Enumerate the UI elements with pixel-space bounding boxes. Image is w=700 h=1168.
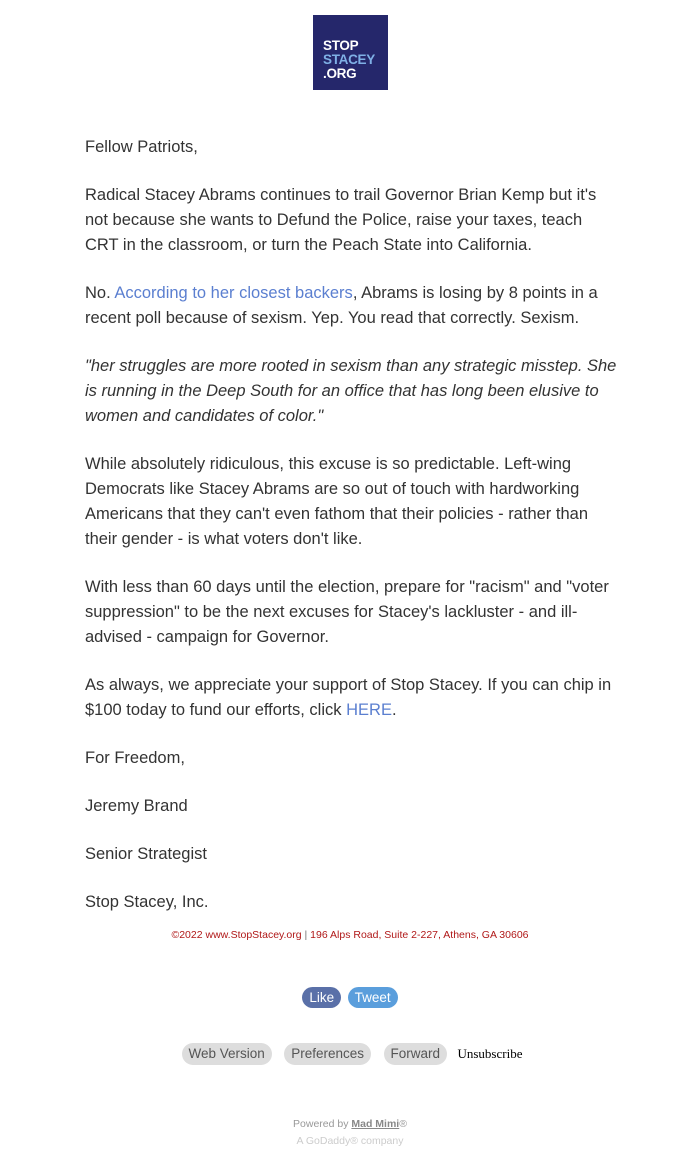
email-body	[85, 135, 620, 938]
paragraph-4: With less than 60 days until the election, prepare for "racism" and "voter suppression" to be the next excuses for Stacey's lackluster - and ill-advised - campaign for Governor.	[85, 578, 609, 646]
powered-by-text: Powered by	[293, 1118, 352, 1130]
preferences-button[interactable]: Preferences	[284, 1043, 371, 1065]
logo-line-1: STOP	[323, 38, 359, 53]
powered-by	[0, 1116, 700, 1150]
godaddy-text: A GoDaddy® company	[296, 1135, 404, 1147]
signature-title: Senior Strategist	[85, 845, 207, 863]
greeting: Fellow Patriots,	[85, 138, 198, 156]
text: No.	[85, 284, 115, 302]
text: , Abrams is losing by 8 points in a recent poll because of sexism. Yep. You read that correctly. Sexism.	[85, 284, 598, 327]
registered-mark: ®	[399, 1118, 407, 1130]
logo-line-2: STACEY	[323, 52, 375, 67]
paragraph-1: Radical Stacey Abrams continues to trail Governor Brian Kemp but it's not because she wants to Defund the Police, raise your taxes, teach CRT in the classroom, or turn the Peach State into California.	[85, 186, 597, 254]
tweet-button[interactable]: Tweet	[348, 987, 398, 1008]
text: .	[391, 701, 397, 719]
footer-links	[0, 1043, 700, 1065]
forward-button[interactable]: Forward	[384, 1043, 448, 1065]
donate-here-link[interactable]: HERE	[346, 701, 392, 719]
paragraph-5	[85, 673, 620, 723]
social-buttons	[0, 987, 700, 1008]
paragraph-3: While absolutely ridiculous, this excuse is so predictable. Left-wing Democrats like Stacey Abrams are so out of touch with hardworking Americans that they can't even fathom that their policies - rather than their gender - is what voters don't like.	[85, 455, 588, 548]
web-version-button[interactable]: Web Version	[182, 1043, 272, 1065]
address: 196 Alps Road, Suite 2-227, Athens, GA 30606	[310, 929, 529, 941]
signature-name: Jeremy Brand	[85, 797, 188, 815]
paragraph-2	[85, 281, 620, 331]
text: As always, we appreciate your support of Stop Stacey. If you can chip in $100 today to fund our efforts, click	[85, 676, 612, 719]
stop-stacey-logo	[313, 15, 388, 90]
backers-link[interactable]: According to her closest backers	[114, 284, 353, 302]
logo-line-3: .ORG	[323, 66, 357, 81]
signature-org: Stop Stacey, Inc.	[85, 893, 209, 911]
mad-mimi-link[interactable]: Mad Mimi	[351, 1118, 400, 1130]
unsubscribe-link[interactable]: Unsubscribe	[457, 1046, 523, 1061]
separator: |	[301, 929, 311, 941]
footer-address	[0, 929, 700, 941]
closing: For Freedom,	[85, 749, 185, 767]
copyright: ©2022 www.StopStacey.org	[171, 929, 302, 941]
quote: "her struggles are more rooted in sexism than any strategic misstep. She is running in the Deep South for an office that has long been elusive to women and candidates of color."	[85, 357, 617, 425]
like-button[interactable]: Like	[302, 987, 341, 1008]
